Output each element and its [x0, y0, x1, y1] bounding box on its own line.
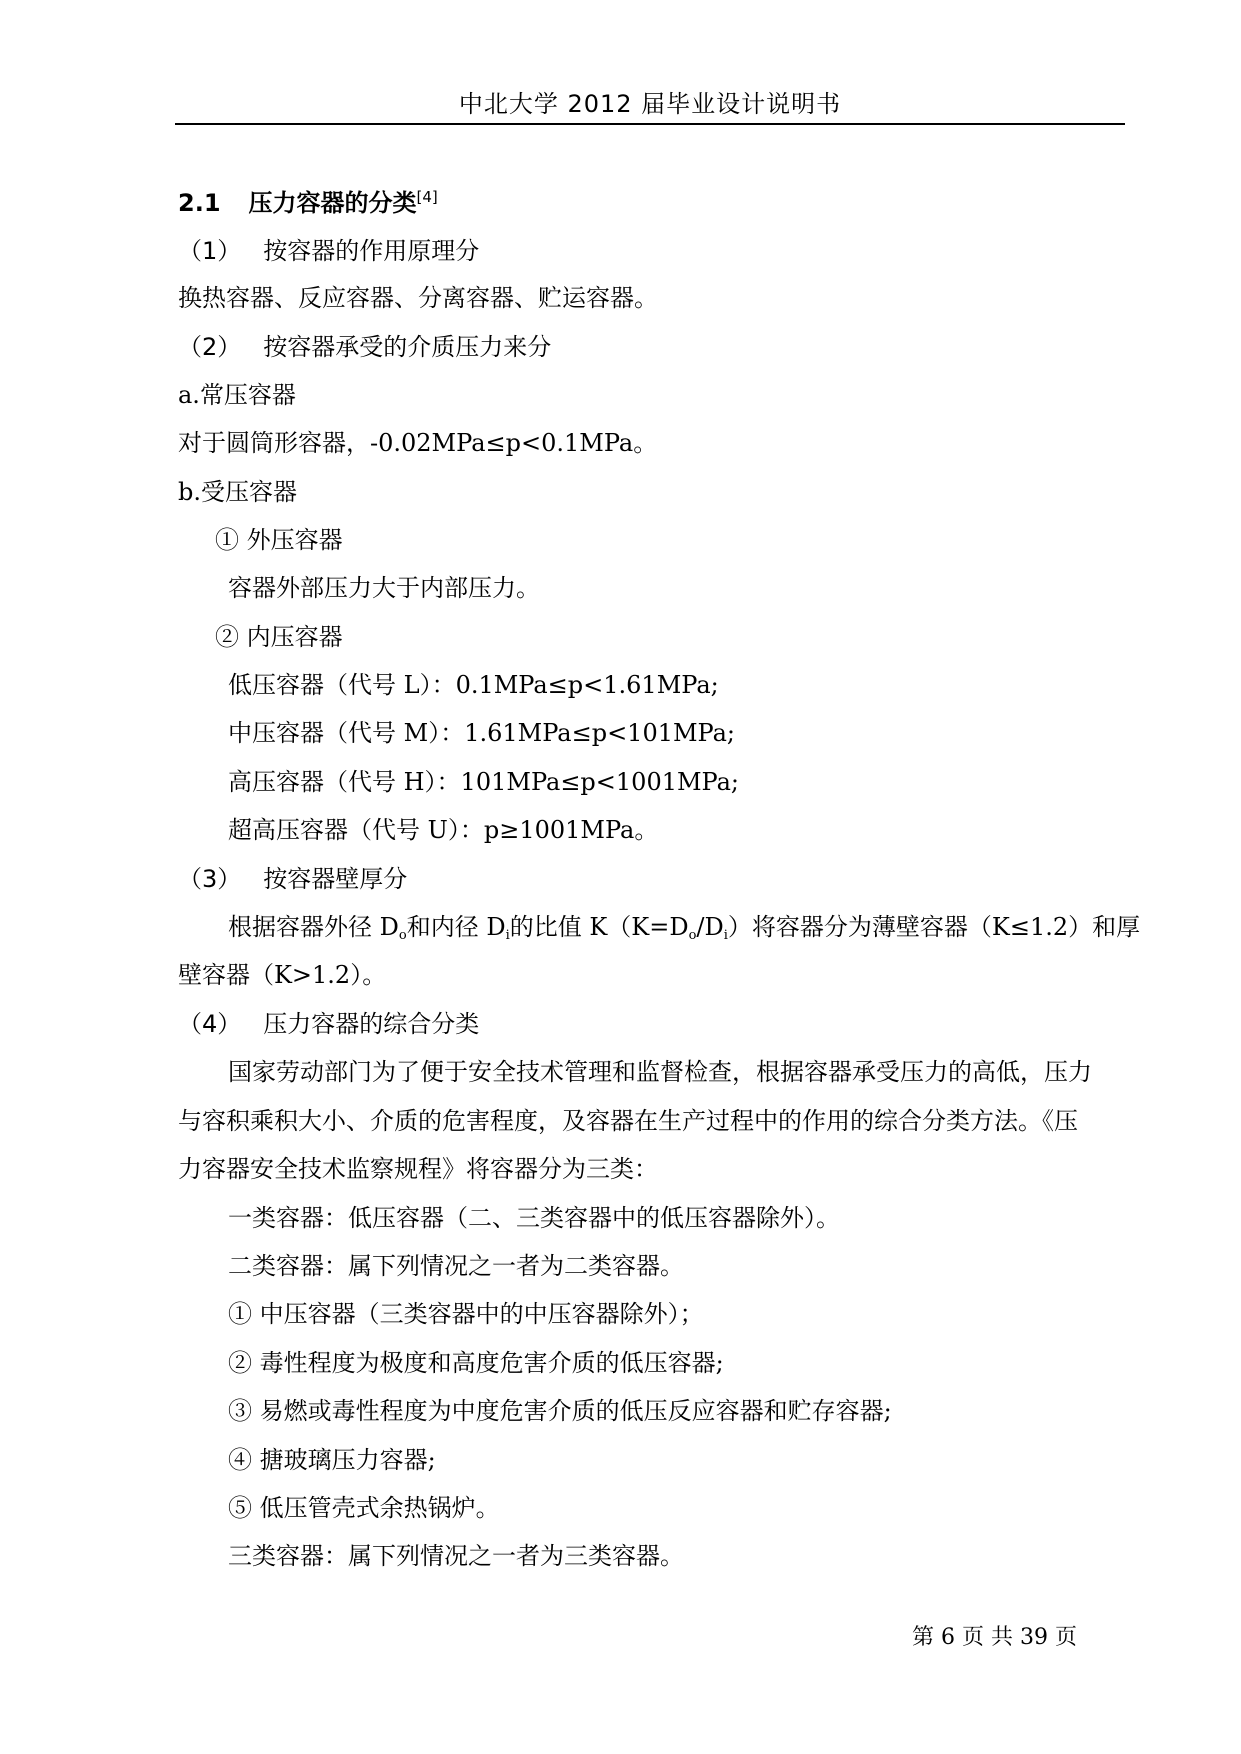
text-class-two: 二类容器：属下列情况之一者为二类容器。: [228, 1252, 684, 1280]
paragraph-classification-1: 国家劳动部门为了便于安全技术管理和监督检查，根据容器承受压力的高低，压力: [228, 1058, 1092, 1086]
paragraph-classification-3: 力容器安全技术监察规程》将容器分为三类：: [178, 1155, 658, 1183]
item-internal-pressure: ② 内压容器: [215, 623, 343, 651]
text-medium-pressure: 中压容器（代号 M）：1.61MPa≤p<101MPa;: [228, 719, 736, 747]
text-class-one: 一类容器：低压容器（二、三类容器中的低压容器除外）。: [228, 1204, 840, 1232]
page-number: 第 6 页 共 39 页: [912, 1625, 1077, 1650]
page-header: 中北大学 2012 届毕业设计说明书: [458, 90, 842, 118]
paragraph-wall-thickness: 根据容器外径 $D_o$和内径 $D_i$的比值 $K(K=D_o/D_i)$将容器分为薄壁容器（K≤1.2）和厚: [228, 913, 1141, 943]
subheading-3: （3） 按容器壁厚分: [178, 865, 408, 893]
paragraph-wall-thickness-cont: 壁容器（K>1.2）。: [178, 961, 387, 989]
section-heading: [178, 188, 438, 218]
paragraph-classification-2: 与容积乘积大小、介质的危害程度，及容器在生产过程中的作用的综合分类方法。《压: [178, 1107, 1078, 1135]
text-low-pressure: 低压容器（代号 L）：0.1MPa≤p<1.61MPa;: [228, 671, 719, 699]
list-item: ② 毒性程度为极度和高度危害介质的低压容器;: [228, 1349, 724, 1377]
text-class-three: 三类容器：属下列情况之一者为三类容器。: [228, 1542, 684, 1570]
list-item: ④ 搪玻璃压力容器;: [228, 1446, 436, 1474]
text-ultra-high-pressure: 超高压容器（代号 U）：p≥1001MPa。: [228, 816, 659, 844]
subheading-2: （2） 按容器承受的介质压力来分: [178, 333, 552, 361]
label-normal-pressure: a.常压容器: [178, 381, 296, 409]
list-item: ⑤ 低压管壳式余热锅炉。: [228, 1494, 500, 1522]
label-pressure-vessel: b.受压容器: [178, 478, 297, 506]
subheading-1: （1） 按容器的作用原理分: [178, 237, 480, 265]
citation-ref: [4]: [416, 188, 438, 206]
text-external-pressure: 容器外部压力大于内部压力。: [228, 574, 540, 602]
subheading-4: （4） 压力容器的综合分类: [178, 1010, 480, 1038]
header-rule: [175, 123, 1125, 125]
item-external-pressure: ① 外压容器: [215, 526, 343, 554]
text-normal-pressure: 对于圆筒形容器，-0.02MPa≤p<0.1MPa。: [178, 429, 658, 457]
list-item: ① 中压容器（三类容器中的中压容器除外）；: [228, 1300, 704, 1328]
list-item: ③ 易燃或毒性程度为中度危害介质的低压反应容器和贮存容器;: [228, 1397, 892, 1425]
section-title: 压力容器的分类: [248, 189, 417, 217]
section-number: 2.1: [178, 189, 221, 217]
paragraph-container-types: 换热容器、反应容器、分离容器、贮运容器。: [178, 284, 658, 312]
text-high-pressure: 高压容器（代号 H）：101MPa≤p<1001MPa;: [228, 768, 740, 796]
